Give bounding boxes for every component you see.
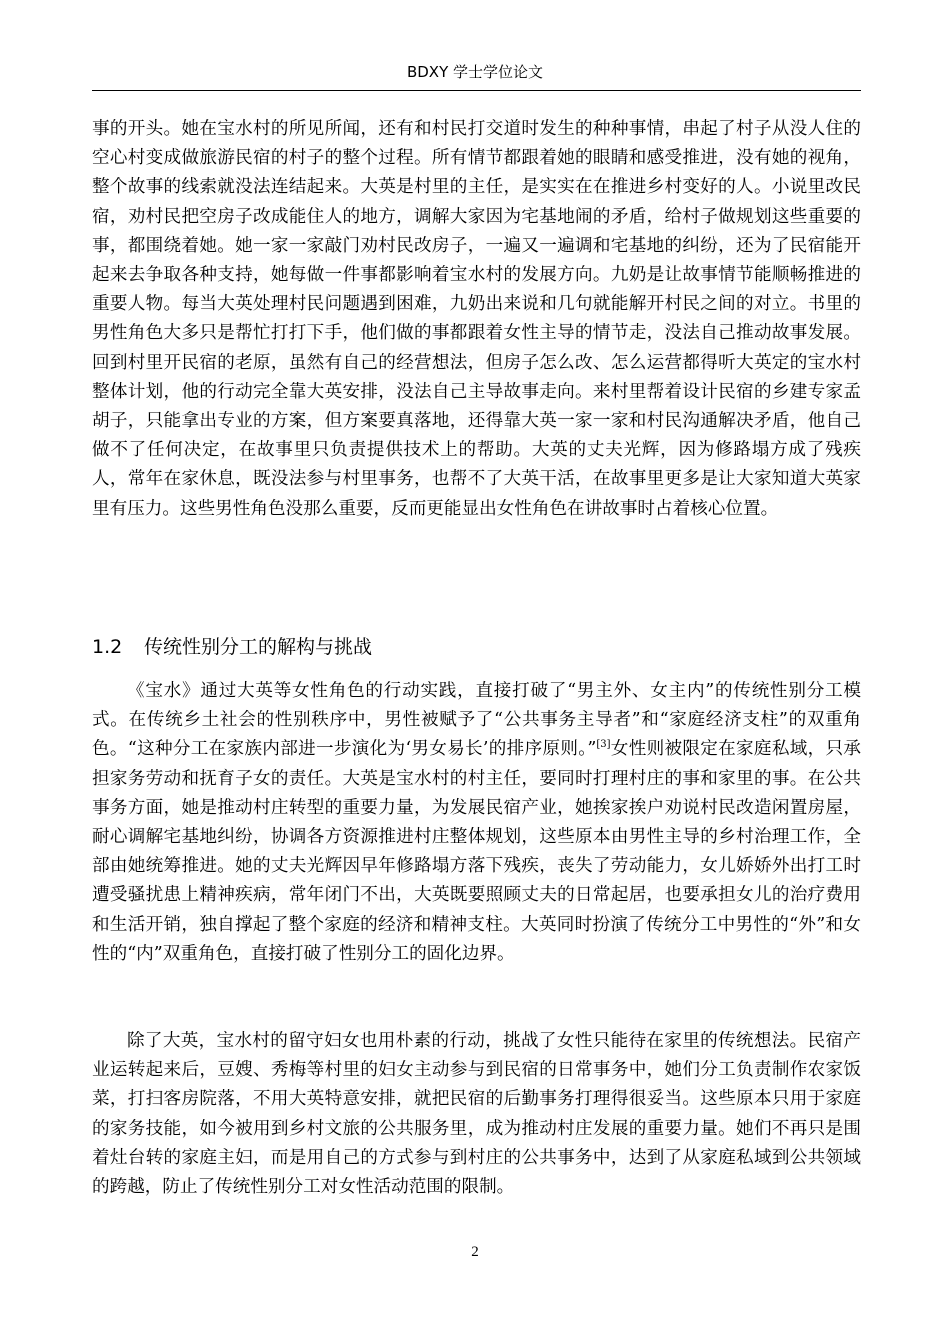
paragraph-2-text-after-citation: 女性则被限定在家庭私域，只承担家务劳动和抚育子女的责任。大英是宝水村的村主任，要同时打理村庄的事和家里的事。在公共事务方面，她是推动村庄转型的重要力量，为发展民宿产业，她挨家挨户劝说村民改造闲置房屋，耐心调解宅基地纠纷，协调各方资源推进村庄整体规划，这些原本由男性主导的乡村治理工作，全部由她统筹推进。她的丈夫光辉因早年修路塌方落下残疾，丧失了劳动能力，女儿娇娇外出打工时遭受骚扰患上精神疾病，常年闭门不出，大英既要照顾丈夫的日常起居，也要承担女儿的治疗费用和生活开销，独自撑起了整个家庭的经济和精神支柱。大英同时扮演了传统分工中男性的“外”和女性的“内”双重角色，直接打破了性别分工的固化边界。 — [92, 739, 861, 964]
section-number: 1.2 — [92, 636, 123, 658]
body-paragraph-2 — [92, 677, 861, 969]
body-paragraph-3: 除了大英，宝水村的留守妇女也用朴素的行动，挑战了女性只能待在家里的传统想法。民宿产业运转起来后，豆嫂、秀梅等村里的妇女主动参与到民宿的日常事务中，她们分工负责制作农家饭菜，打扫客房院落，不用大英特意安排，就把民宿的后勤事务打理得很妥当。这些原本只用于家庭的家务技能，如今被用到乡村文旅的公共服务里，成为推动村庄发展的重要力量。她们不再只是围着灶台转的家庭主妇，而是用自己的方式参与到村庄的公共事务中，达到了从家庭私域到公共领域的跨越，防止了传统性别分工对女性活动范围的限制。 — [92, 1031, 861, 1198]
running-header: BDXY 学士学位论文 — [406, 63, 544, 81]
section-heading — [92, 632, 372, 662]
header-rule — [92, 90, 861, 91]
section-title: 传统性别分工的解构与挑战 — [144, 636, 373, 658]
page-number: 2 — [471, 1244, 479, 1260]
paragraph-2-text-before-citation: 《宝水》通过大英等女性角色的行动实践，直接打破了“男主外、女主内”的传统性别分工模式。在传统乡土社会的性别秩序中，男性被赋予了“公共事务主导者”和“家庭经济支柱”的双重角色。“这种分工在家族内部进一步演化为‘男女易长’的排序原则。” — [92, 681, 861, 760]
body-paragraph-1: 事的开头。她在宝水村的所见所闻，还有和村民打交道时发生的种种事情，串起了村子从没人住的空心村变成做旅游民宿的村子的整个过程。所有情节都跟着她的眼睛和感受推进，没有她的视角，整个故事的线索就没法连结起来。大英是村里的主任，是实实在在推进乡村变好的人。小说里改民宿，劝村民把空房子改成能住人的地方，调解大家因为宅基地闹的矛盾，给村子做规划这些重要的事，都围绕着她。她一家一家敲门劝村民改房子，一遍又一遍调和宅基地的纠纷，还为了民宿能开起来去争取各种支持，她每做一件事都影响着宝水村的发展方向。九奶是让故事情节能顺畅推进的重要人物。每当大英处理村民问题遇到困难，九奶出来说和几句就能解开村民之间的对立。书里的男性角色大多只是帮忙打打下手，他们做的事都跟着女性主导的情节走，没法自己推动故事发展。回到村里开民宿的老原，虽然有自己的经营想法，但房子怎么改、怎么运营都得听大英定的宝水村整体计划，他的行动完全靠大英安排，没法自己主导故事走向。来村里帮着设计民宿的乡建专家孟胡子，只能拿出专业的方案，但方案要真落地，还得靠大英一家一家和村民沟通解决矛盾，他自己做不了任何决定，在故事里只负责提供技术上的帮助。大英的丈夫光辉，因为修路塌方成了残疾人，常年在家休息，既没法参与村里事务，也帮不了大英干活，在故事里更多是让大家知道大英家里有压力。这些男性角色没那么重要，反而更能显出女性角色在讲故事时占着核心位置。 — [92, 119, 861, 519]
citation-reference[interactable]: [3] — [596, 739, 611, 751]
